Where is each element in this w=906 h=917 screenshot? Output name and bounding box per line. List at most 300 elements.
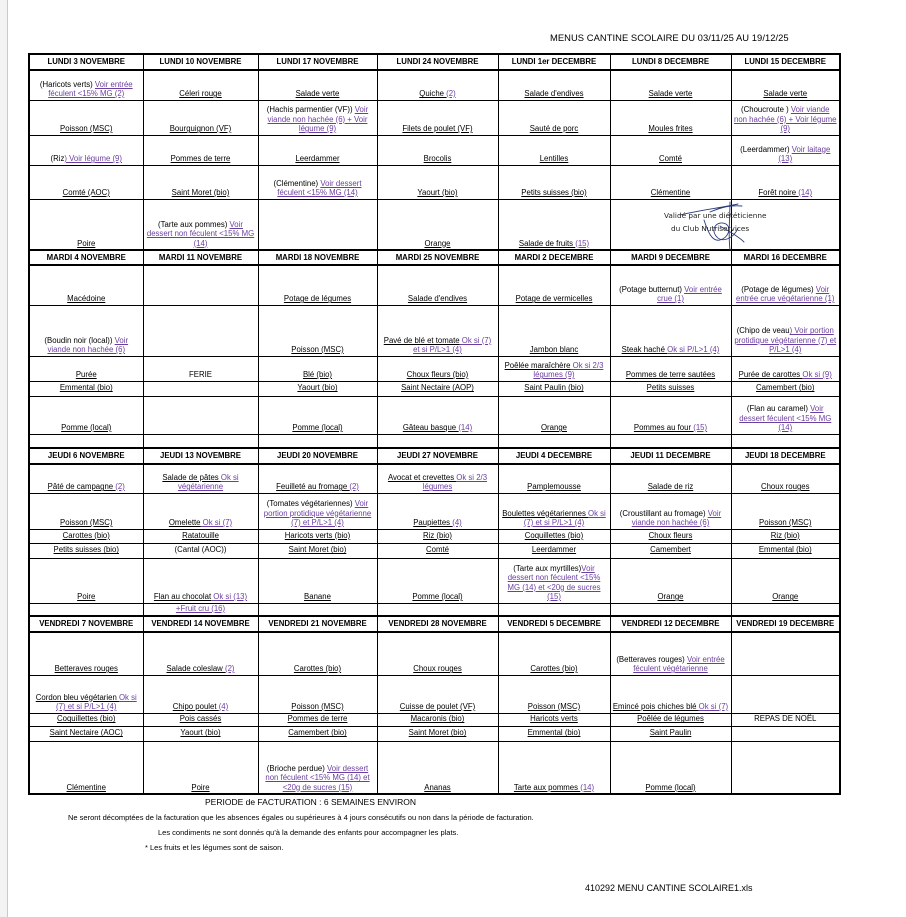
dish-text: (Tomates végétariennes) bbox=[266, 499, 355, 509]
day-header-row bbox=[29, 250, 840, 265]
menu-cell bbox=[29, 199, 143, 250]
menu-cell bbox=[258, 529, 377, 543]
menu-cell bbox=[731, 434, 840, 448]
menu-cell bbox=[29, 434, 143, 448]
alternative-link[interactable]: Ok si (7) et si P/L>1 (4) bbox=[413, 335, 492, 355]
menu-cell bbox=[29, 396, 143, 434]
menu-cell bbox=[258, 675, 377, 713]
day-header: VENDREDI 14 NOVEMBRE bbox=[143, 616, 258, 632]
day-header: VENDREDI 28 NOVEMBRE bbox=[377, 616, 498, 632]
day-header: MARDI 9 DECEMBRE bbox=[610, 250, 731, 265]
alternative-link[interactable]: Voir viande non hachée (6) + Voir légume (9) bbox=[267, 105, 369, 134]
menu-cell bbox=[258, 381, 377, 396]
menu-cell bbox=[498, 632, 610, 675]
alternative-link[interactable]: ) Voir portion protidique végétarienne (7) et P/L>1 (4) bbox=[734, 326, 837, 355]
menu-cell bbox=[377, 464, 498, 493]
menu-cell bbox=[731, 381, 840, 396]
menu-cell bbox=[731, 396, 840, 434]
menu-cell bbox=[498, 396, 610, 434]
document-title: MENUS CANTINE SCOLAIRE DU 03/11/25 AU 19/12/25 bbox=[550, 32, 789, 43]
menu-cell bbox=[610, 396, 731, 434]
menu-cell bbox=[498, 165, 610, 199]
menu-cell bbox=[258, 199, 377, 250]
menu-cell bbox=[377, 356, 498, 381]
alternative-link[interactable]: Ok si P/L>1 (4) bbox=[667, 345, 720, 355]
menu-cell bbox=[143, 726, 258, 741]
day-header-row bbox=[29, 616, 840, 632]
menu-row bbox=[29, 464, 840, 493]
dish-text: Salade d'endives bbox=[407, 294, 468, 304]
alternative-link[interactable]: Voir dessert non féculent <15% MG (14) et <20g de sucres (15) bbox=[507, 563, 601, 602]
dish-text: Boulettes végétariennes bbox=[502, 508, 589, 518]
dish-text: Betteraves rouges bbox=[54, 664, 118, 674]
menu-cell bbox=[143, 70, 258, 100]
menu-cell bbox=[377, 265, 498, 305]
menu-cell bbox=[731, 558, 840, 603]
menu-cell bbox=[143, 493, 258, 529]
menu-cell bbox=[498, 464, 610, 493]
dish-text: REPAS DE NOËL bbox=[754, 714, 817, 724]
dish-text: Clémentine bbox=[650, 188, 691, 198]
dish-text: Carottes (bio) bbox=[293, 664, 342, 674]
menu-cell bbox=[258, 543, 377, 558]
dish-text: Choux rouges bbox=[760, 482, 810, 492]
menu-cell bbox=[29, 529, 143, 543]
menu-cell bbox=[143, 632, 258, 675]
dish-text: Saint Nectaire (AOC) bbox=[49, 728, 123, 738]
dish-text: Coquillettes (bio) bbox=[524, 530, 584, 540]
footer-note-condiments: Les condiments ne sont donnés qu'à la demande des enfants pour accompagner les plats. bbox=[158, 828, 459, 837]
dish-text: Pommes de terre bbox=[170, 154, 231, 164]
footer-note-seasonal: * Les fruits et les légumes sont de saison. bbox=[145, 843, 284, 852]
menu-cell bbox=[610, 493, 731, 529]
stamp-line-1: Validé par une diététicienne bbox=[664, 211, 767, 220]
dish-text: Camembert (bio) bbox=[756, 383, 815, 393]
alternative-link[interactable]: (4) bbox=[218, 702, 229, 712]
menu-cell bbox=[498, 100, 610, 135]
menu-cell bbox=[377, 543, 498, 558]
menu-cell bbox=[377, 675, 498, 713]
menu-cell bbox=[29, 356, 143, 381]
menu-cell bbox=[377, 529, 498, 543]
dish-text: (Boudin noir (local)) bbox=[44, 335, 115, 345]
menu-cell bbox=[377, 726, 498, 741]
alternative-link[interactable]: Ok si (9) bbox=[802, 370, 832, 380]
dish-text: Salade coleslaw bbox=[166, 664, 225, 674]
stamp-line-2: du Club Nutriservices bbox=[671, 224, 750, 233]
menu-cell bbox=[29, 632, 143, 675]
menu-cell bbox=[258, 305, 377, 356]
dish-text: Orange bbox=[772, 592, 799, 602]
day-header: MARDI 18 NOVEMBRE bbox=[258, 250, 377, 265]
alternative-link[interactable]: Voir viande non hachée (6) bbox=[47, 335, 129, 355]
dish-text: Saint Nectaire (AOP) bbox=[401, 383, 474, 393]
dish-text: Moules frites bbox=[648, 124, 693, 134]
dish-text: Leerdammer bbox=[295, 154, 340, 164]
menu-cell bbox=[143, 199, 258, 250]
dish-text: Pomme (local) bbox=[645, 782, 696, 792]
menu-cell bbox=[731, 165, 840, 199]
menu-cell bbox=[610, 464, 731, 493]
menu-row bbox=[29, 135, 840, 165]
menu-cell bbox=[258, 100, 377, 135]
menu-row bbox=[29, 675, 840, 713]
dish-text: (Riz bbox=[50, 154, 65, 164]
dish-text: (Potage de légumes) bbox=[741, 284, 816, 294]
day-header: MARDI 25 NOVEMBRE bbox=[377, 250, 498, 265]
menu-row bbox=[29, 434, 840, 448]
menu-cell bbox=[731, 356, 840, 381]
dish-text: Choux rouges bbox=[413, 664, 462, 674]
dish-text: Sauté de porc bbox=[529, 124, 579, 134]
dish-text: Forêt noire bbox=[758, 188, 799, 198]
menu-cell bbox=[377, 165, 498, 199]
billing-period: PERIODE de FACTURATION : 6 SEMAINES ENVIRON bbox=[205, 797, 416, 807]
dish-text: Salade de pâtes bbox=[162, 472, 221, 482]
alternative-link[interactable]: (14) bbox=[458, 423, 473, 433]
dish-text: Poisson (MSC) bbox=[60, 518, 113, 528]
menu-cell bbox=[258, 558, 377, 603]
dish-text: (Croustillant au fromage) bbox=[619, 508, 708, 518]
menu-row bbox=[29, 558, 840, 603]
menu-cell bbox=[377, 434, 498, 448]
menu-cell bbox=[143, 305, 258, 356]
dish-text: Avocat et crevettes bbox=[387, 472, 457, 482]
dish-text: Saint Paulin (bio) bbox=[524, 383, 584, 393]
menu-cell bbox=[258, 603, 377, 616]
alternative-link[interactable]: Ok si (7) bbox=[698, 702, 729, 712]
menu-cell bbox=[258, 265, 377, 305]
dish-text: Poisson (MSC) bbox=[60, 124, 113, 134]
dish-text: Pomme (local) bbox=[61, 423, 112, 433]
day-header: JEUDI 20 NOVEMBRE bbox=[258, 448, 377, 464]
menu-table-body bbox=[29, 54, 840, 794]
dish-text: Yaourt (bio) bbox=[417, 188, 458, 198]
dish-text: Chipo poulet bbox=[172, 702, 219, 712]
menu-cell bbox=[498, 305, 610, 356]
menu-cell bbox=[29, 135, 143, 165]
menu-cell bbox=[498, 558, 610, 603]
alternative-link[interactable]: Ok si végétarienne bbox=[177, 472, 239, 492]
menu-cell bbox=[377, 305, 498, 356]
menu-cell bbox=[143, 434, 258, 448]
dish-text: Banane bbox=[304, 592, 331, 602]
dish-text: Tarte aux pommes bbox=[513, 782, 581, 792]
alternative-link[interactable]: +Fruit cru (16) bbox=[175, 604, 226, 614]
day-header: LUNDI 24 NOVEMBRE bbox=[377, 54, 498, 70]
menu-cell bbox=[498, 726, 610, 741]
menu-cell bbox=[610, 265, 731, 305]
menu-cell bbox=[29, 558, 143, 603]
day-header: VENDREDI 12 DECEMBRE bbox=[610, 616, 731, 632]
dish-text: Poisson (MSC) bbox=[527, 702, 581, 712]
menu-cell bbox=[143, 396, 258, 434]
dish-text: Saint Moret (bio) bbox=[171, 188, 230, 198]
day-header: MARDI 2 DECEMBRE bbox=[498, 250, 610, 265]
alternative-link[interactable]: (14) bbox=[580, 782, 595, 792]
menu-cell bbox=[258, 713, 377, 726]
dish-text: Haricots verts bbox=[530, 714, 578, 724]
day-header: JEUDI 13 NOVEMBRE bbox=[143, 448, 258, 464]
dish-text: Potage de vermicelles bbox=[515, 294, 593, 304]
menu-cell bbox=[258, 493, 377, 529]
footer-note-absences: Ne seront décomptées de la facturation que les absences égales ou supérieures à 4 jours consécutifs ou non dans la période de facturation. bbox=[68, 813, 534, 822]
dish-text: Emmental (bio) bbox=[527, 728, 581, 738]
menu-cell bbox=[377, 713, 498, 726]
dish-text: Choux fleurs bbox=[648, 530, 693, 540]
dish-text: Orange bbox=[424, 238, 451, 248]
menu-row bbox=[29, 543, 840, 558]
day-header: MARDI 4 NOVEMBRE bbox=[29, 250, 143, 265]
alternative-link[interactable]: Ok si (7) et si P/L>1 (4) bbox=[523, 508, 606, 528]
menu-cell bbox=[29, 464, 143, 493]
dish-text: Salade de fruits bbox=[518, 238, 576, 248]
dish-text: Macaronis (bio) bbox=[410, 714, 465, 724]
menu-cell bbox=[498, 381, 610, 396]
alternative-link[interactable]: ) Voir légume (9) bbox=[64, 154, 122, 164]
menu-cell bbox=[731, 305, 840, 356]
menu-cell bbox=[143, 100, 258, 135]
menu-cell bbox=[377, 199, 498, 250]
alternative-link[interactable]: (14) bbox=[798, 188, 813, 198]
alternative-link[interactable]: Voir dessert non féculent <15% MG (14) bbox=[146, 219, 255, 248]
alternative-link[interactable]: Voir dessert féculent <15% MG (14) bbox=[277, 178, 362, 198]
alternative-link[interactable]: (4) bbox=[452, 518, 462, 528]
menu-cell bbox=[731, 100, 840, 135]
alternative-link[interactable]: Voir viande non hachée (6) bbox=[631, 508, 722, 528]
dish-text: Pamplemousse bbox=[527, 482, 581, 492]
day-header: VENDREDI 5 DECEMBRE bbox=[498, 616, 610, 632]
menu-cell bbox=[610, 100, 731, 135]
dish-text: (Haricots verts) bbox=[39, 79, 95, 89]
dish-text: Pavé de blé et tomate bbox=[383, 335, 460, 345]
menu-cell bbox=[258, 135, 377, 165]
dish-text: Salade de riz bbox=[647, 482, 694, 492]
menu-cell bbox=[498, 70, 610, 100]
menu-cell bbox=[498, 741, 610, 794]
dish-text: Poisson (MSC) bbox=[291, 345, 344, 355]
menu-cell bbox=[377, 396, 498, 434]
dish-text: Brocolis bbox=[423, 154, 452, 164]
menu-cell bbox=[29, 165, 143, 199]
menu-cell bbox=[258, 396, 377, 434]
day-header-row bbox=[29, 448, 840, 464]
menu-cell bbox=[258, 726, 377, 741]
day-header: JEUDI 11 DECEMBRE bbox=[610, 448, 731, 464]
day-header: LUNDI 1er DECEMBRE bbox=[498, 54, 610, 70]
dish-text: Petits suisses (bio) bbox=[521, 188, 587, 198]
menu-cell bbox=[29, 100, 143, 135]
menu-cell bbox=[498, 529, 610, 543]
dish-text: Paupiettes bbox=[413, 518, 453, 528]
menu-cell bbox=[29, 493, 143, 529]
menu-row bbox=[29, 713, 840, 726]
menu-cell bbox=[731, 529, 840, 543]
alternative-link[interactable]: Ok si (7) bbox=[200, 518, 233, 528]
alternative-link[interactable]: Voir entrée crue végétarienne (1) bbox=[736, 284, 835, 304]
alternative-link[interactable]: (2) bbox=[224, 664, 235, 674]
menu-cell bbox=[731, 493, 840, 529]
menu-cell bbox=[258, 165, 377, 199]
dish-text: Orange bbox=[657, 592, 684, 602]
menu-cell bbox=[143, 135, 258, 165]
dish-text: Quiche bbox=[419, 89, 447, 99]
menu-cell bbox=[610, 558, 731, 603]
menu-cell bbox=[731, 70, 840, 100]
alternative-link[interactable]: Ok si (7) et si P/L>1 (4) bbox=[56, 692, 137, 712]
menu-cell bbox=[731, 675, 840, 713]
menu-cell bbox=[498, 265, 610, 305]
dish-text: Poisson (MSC) bbox=[759, 518, 812, 528]
dish-text: Riz (bio) bbox=[422, 530, 453, 540]
dish-text: Yaourt (bio) bbox=[297, 383, 338, 393]
dish-text: Poisson (MSC) bbox=[291, 702, 344, 712]
menu-cell bbox=[610, 305, 731, 356]
dish-text: Petits suisses (bio) bbox=[53, 545, 119, 555]
dish-text: Saint Paulin bbox=[649, 728, 692, 738]
menu-cell bbox=[143, 381, 258, 396]
dish-text: (Chipo de veau bbox=[736, 326, 790, 336]
alternative-link[interactable]: Voir entrée crue (1) bbox=[657, 284, 722, 304]
menu-row bbox=[29, 603, 840, 616]
dish-text: Bourguignon (VF) bbox=[169, 124, 232, 134]
dish-text: Clémentine bbox=[66, 782, 106, 792]
dish-text: (Tarte aux myrtilles) bbox=[513, 563, 582, 573]
menu-cell bbox=[731, 543, 840, 558]
day-header: LUNDI 15 DECEMBRE bbox=[731, 54, 840, 70]
alternative-link[interactable]: Ok si 2/3 légumes (9) bbox=[533, 360, 604, 380]
menu-cell bbox=[377, 493, 498, 529]
dietitian-validation-stamp bbox=[660, 209, 780, 235]
menu-cell bbox=[143, 265, 258, 305]
menu-cell bbox=[377, 603, 498, 616]
menu-cell bbox=[377, 100, 498, 135]
menu-cell bbox=[258, 632, 377, 675]
page-margin bbox=[0, 0, 8, 917]
alternative-link[interactable]: (15) bbox=[693, 423, 708, 433]
dish-text: Emincé pois chiches blé bbox=[612, 702, 699, 712]
menu-cell bbox=[258, 464, 377, 493]
alternative-link[interactable]: (2) bbox=[446, 89, 456, 99]
dish-text: Gâteau basque bbox=[402, 423, 459, 433]
dish-text: (Potage butternut) bbox=[619, 284, 685, 294]
menu-cell bbox=[143, 603, 258, 616]
menu-cell bbox=[731, 603, 840, 616]
dish-text: Purée bbox=[75, 370, 97, 380]
dish-text: Céleri rouge bbox=[179, 89, 222, 99]
dish-text: Ananas bbox=[424, 782, 451, 792]
menu-cell bbox=[610, 165, 731, 199]
dish-text: Poire bbox=[191, 782, 210, 792]
menu-cell bbox=[498, 603, 610, 616]
dish-text: Camembert (bio) bbox=[288, 728, 347, 738]
menu-cell bbox=[498, 199, 610, 250]
menu-cell bbox=[143, 675, 258, 713]
menu-cell bbox=[29, 381, 143, 396]
alternative-link[interactable]: Voir portion protidique végétarienne (7) et P/L>1 (4) bbox=[263, 499, 372, 528]
menu-cell bbox=[610, 741, 731, 794]
dish-text: (Clémentine) bbox=[273, 178, 321, 188]
menu-cell bbox=[29, 70, 143, 100]
menu-cell bbox=[610, 70, 731, 100]
menu-cell bbox=[143, 356, 258, 381]
day-header: VENDREDI 7 NOVEMBRE bbox=[29, 616, 143, 632]
dish-text: Saint Moret (bio) bbox=[408, 728, 467, 738]
menu-cell bbox=[610, 135, 731, 165]
dish-text: Yaourt (bio) bbox=[180, 728, 221, 738]
alternative-link[interactable]: Ok si 2/3 légumes bbox=[422, 472, 488, 492]
day-header: LUNDI 17 NOVEMBRE bbox=[258, 54, 377, 70]
dish-text: Poire bbox=[77, 592, 96, 602]
alternative-link[interactable]: (2) bbox=[349, 482, 359, 492]
alternative-link[interactable]: Voir entrée féculent végétarienne bbox=[633, 654, 725, 674]
dish-text: Ratatouille bbox=[182, 530, 219, 540]
alternative-link[interactable]: Voir laitage (13) bbox=[778, 144, 831, 164]
menu-row bbox=[29, 381, 840, 396]
dish-text: Lentilles bbox=[539, 154, 569, 164]
dish-text: Poire bbox=[77, 238, 96, 248]
menu-cell bbox=[610, 632, 731, 675]
menu-cell bbox=[258, 741, 377, 794]
menu-cell bbox=[610, 713, 731, 726]
dish-text: Pommes de terre bbox=[287, 714, 348, 724]
dish-text: Coquillettes (bio) bbox=[56, 714, 116, 724]
dish-text: (Betteraves rouges) bbox=[616, 654, 687, 664]
menu-cell bbox=[610, 434, 731, 448]
alternative-link[interactable]: Voir entrée féculent <15% MG (2) bbox=[48, 79, 133, 99]
menu-cell bbox=[29, 603, 143, 616]
dish-text: Leerdammer bbox=[531, 545, 577, 555]
menu-cell bbox=[377, 558, 498, 603]
dish-text: Pomme (local) bbox=[412, 592, 463, 602]
alternative-link[interactable]: Ok si (13) bbox=[211, 592, 248, 602]
dish-text: Feuilleté au fromage bbox=[276, 482, 350, 492]
day-header: JEUDI 4 DECEMBRE bbox=[498, 448, 610, 464]
dish-text: Purée de carottes bbox=[738, 370, 803, 380]
menu-cell bbox=[143, 713, 258, 726]
day-header: JEUDI 6 NOVEMBRE bbox=[29, 448, 143, 464]
dish-text: Pois cassés bbox=[179, 714, 222, 724]
dish-text: Choux fleurs (bio) bbox=[406, 370, 469, 380]
menu-row bbox=[29, 100, 840, 135]
menu-cell bbox=[731, 632, 840, 675]
menu-cell bbox=[258, 434, 377, 448]
day-header-row bbox=[29, 54, 840, 70]
day-header: JEUDI 27 NOVEMBRE bbox=[377, 448, 498, 464]
menu-cell bbox=[377, 135, 498, 165]
alternative-link[interactable]: Voir viande non hachée (6) + Voir légume (9) bbox=[733, 105, 837, 134]
alternative-link[interactable]: Voir dessert non féculent <15% MG (14) et <20g de sucres (15) bbox=[265, 763, 370, 792]
menu-cell bbox=[610, 726, 731, 741]
dish-text: Omelette bbox=[168, 518, 201, 528]
dish-text: Salade d'endives bbox=[524, 89, 584, 99]
menu-cell bbox=[610, 675, 731, 713]
menu-cell bbox=[498, 434, 610, 448]
dish-text: (Brioche perdue) bbox=[266, 763, 328, 773]
menu-cell bbox=[29, 543, 143, 558]
alternative-link[interactable]: (15) bbox=[575, 238, 590, 248]
menu-cell bbox=[258, 356, 377, 381]
dish-text: Jambon blanc bbox=[529, 345, 579, 355]
menu-cell bbox=[377, 741, 498, 794]
menu-cell bbox=[29, 726, 143, 741]
dish-text: Petits suisses bbox=[646, 383, 695, 393]
dish-text: Carottes (bio) bbox=[530, 664, 578, 674]
menu-cell bbox=[731, 741, 840, 794]
alternative-link[interactable]: Voir dessert féculent <15% MG (14) bbox=[739, 404, 832, 433]
alternative-link[interactable]: (2) bbox=[115, 482, 125, 492]
menu-cell bbox=[498, 356, 610, 381]
